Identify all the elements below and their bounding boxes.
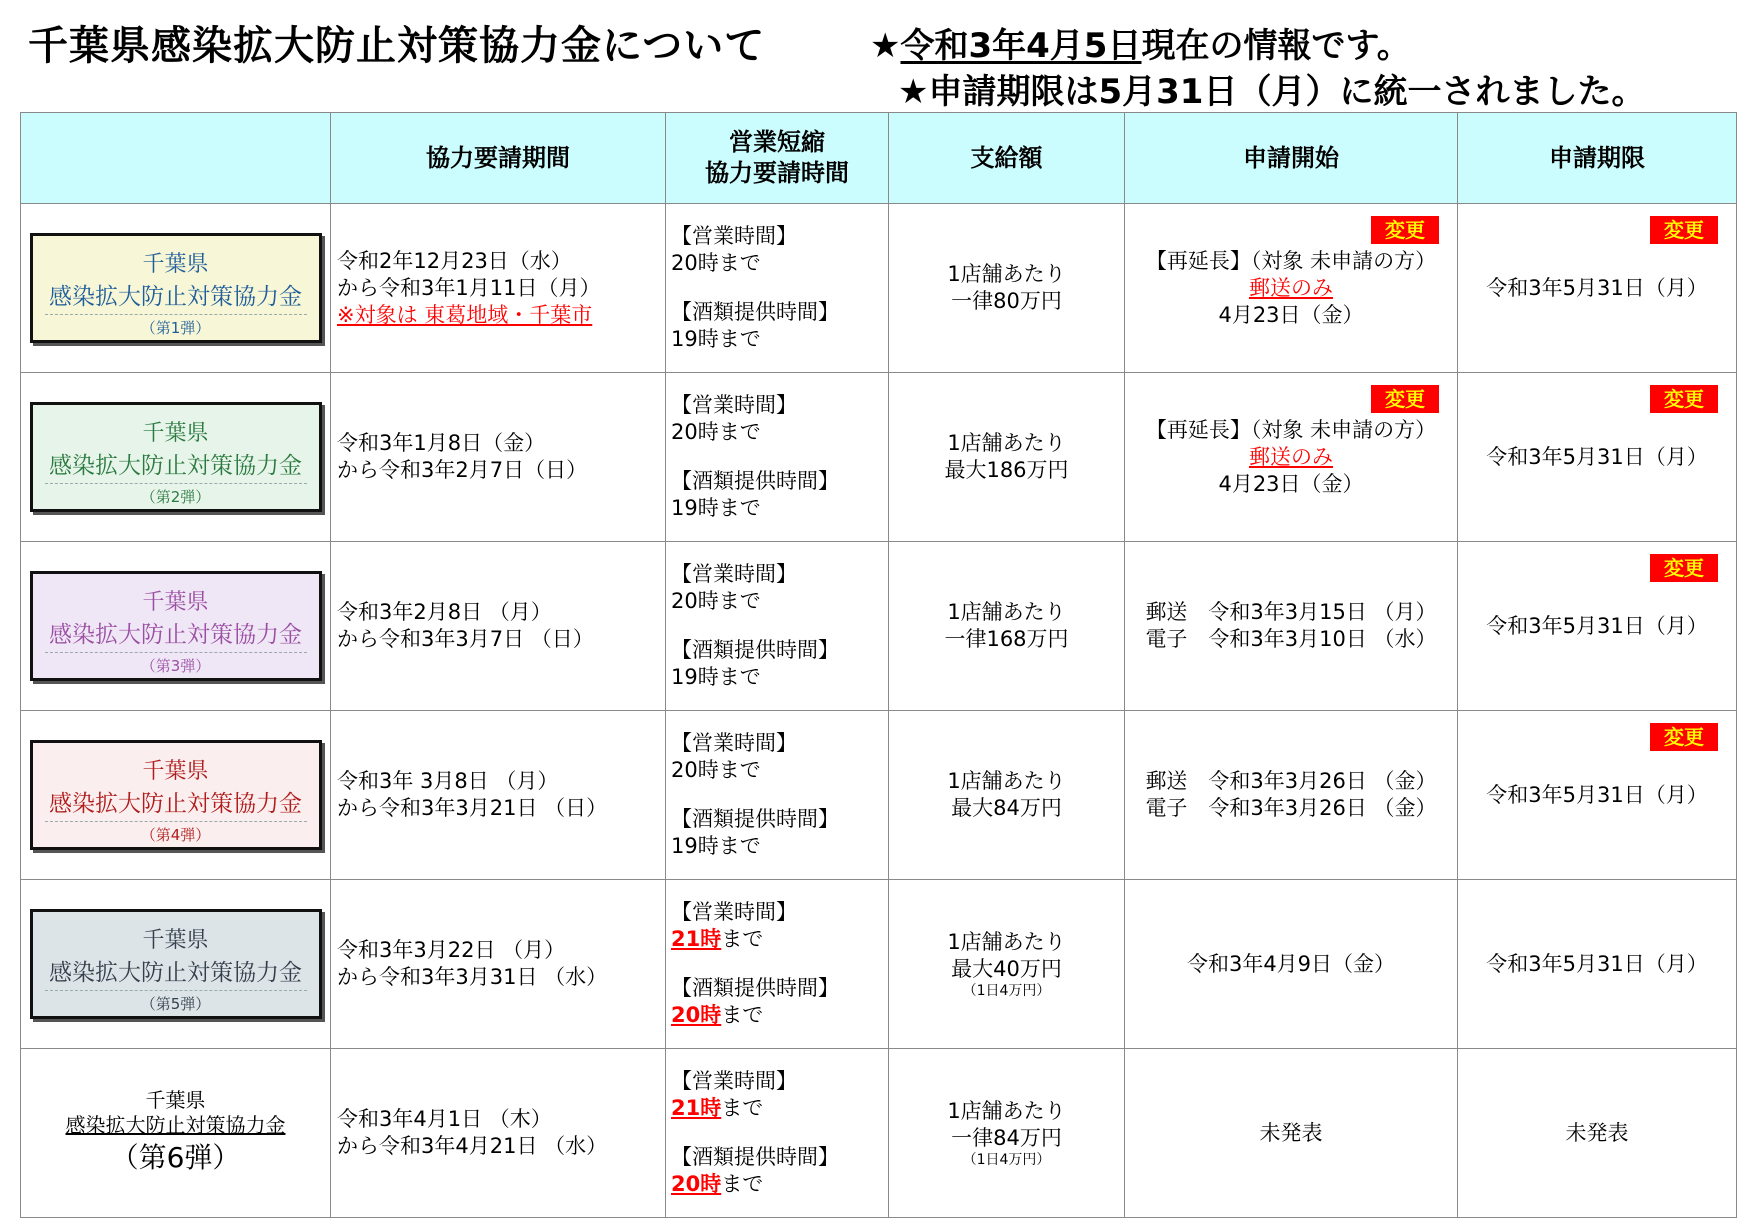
card-program: 感染拡大防止対策協力金 bbox=[45, 787, 307, 822]
table-row bbox=[21, 880, 1737, 1049]
period-from: 令和3年4月1日 （木） bbox=[337, 1107, 552, 1131]
period-to: から令和3年1月11日（月） bbox=[337, 275, 601, 300]
deadline-date: 令和3年5月31日（月） bbox=[1486, 782, 1708, 807]
program-name-cell bbox=[21, 880, 331, 1049]
alcohol-hours-label: 【酒類提供時間】 bbox=[671, 976, 839, 1000]
table-row bbox=[21, 1049, 1737, 1218]
hours-cell bbox=[666, 711, 889, 880]
program-card[interactable] bbox=[30, 740, 322, 850]
plain-round: （第6弾） bbox=[110, 1141, 241, 1174]
amount-l2: 一律80万円 bbox=[951, 289, 1062, 313]
header-hours-l2: 協力要請時間 bbox=[705, 159, 849, 187]
period-to: から令和3年3月21日 （日） bbox=[337, 796, 608, 820]
program-card[interactable] bbox=[30, 571, 322, 681]
page-title: 千葉県感染拡大防止対策協力金について bbox=[28, 23, 766, 69]
period-from: 令和2年12月23日（水） bbox=[337, 248, 572, 273]
deadline-cell bbox=[1458, 880, 1737, 1049]
start-date: 令和3年4月9日（金） bbox=[1186, 951, 1396, 976]
biz-hours-label: 【営業時間】 bbox=[671, 900, 797, 924]
alcohol-hours-label: 【酒類提供時間】 bbox=[671, 300, 839, 324]
biz-hours-value: 20時まで bbox=[671, 589, 761, 613]
biz-hours-value: 21時まで bbox=[671, 1096, 764, 1120]
program-name-cell bbox=[21, 204, 331, 373]
card-prefecture: 千葉県 bbox=[142, 928, 209, 953]
card-program: 感染拡大防止対策協力金 bbox=[45, 618, 307, 653]
changed-badge: 変更 bbox=[1650, 385, 1718, 413]
header-period: 協力要請期間 bbox=[331, 113, 666, 204]
period-cell bbox=[331, 373, 666, 542]
changed-badge: 変更 bbox=[1650, 216, 1718, 244]
biz-hours-label: 【営業時間】 bbox=[671, 562, 797, 586]
program-name-cell bbox=[21, 542, 331, 711]
amount-l2: 最大40万円 bbox=[951, 957, 1062, 981]
start-electronic: 電子 令和3年3月10日 （水） bbox=[1145, 627, 1437, 651]
card-program: 感染拡大防止対策協力金 bbox=[45, 956, 307, 991]
start-date: 4月23日（金） bbox=[1218, 302, 1364, 327]
table-row bbox=[21, 204, 1737, 373]
card-program: 感染拡大防止対策協力金 bbox=[45, 449, 307, 484]
deadline-date: 令和3年5月31日（月） bbox=[1486, 951, 1708, 976]
amount-l2: 最大186万円 bbox=[944, 458, 1069, 482]
amount-l1: 1店舗あたり bbox=[947, 600, 1066, 624]
period-from: 令和3年 3月8日 （月） bbox=[337, 769, 559, 793]
star-mark: ★ bbox=[870, 26, 901, 66]
card-prefecture: 千葉県 bbox=[142, 590, 209, 615]
amount-cell bbox=[889, 542, 1125, 711]
alcohol-hours-label: 【酒類提供時間】 bbox=[671, 807, 839, 831]
header-blank bbox=[21, 113, 331, 204]
card-round: （第1弾） bbox=[140, 319, 211, 337]
start-mail-only: 郵送のみ bbox=[1249, 444, 1333, 469]
amount-daily-note: （1日4万円） bbox=[962, 983, 1051, 999]
amount-cell bbox=[889, 373, 1125, 542]
changed-badge: 変更 bbox=[1371, 385, 1439, 413]
biz-hours-label: 【営業時間】 bbox=[671, 1069, 797, 1093]
card-round: （第3弾） bbox=[140, 657, 211, 675]
card-round: （第4弾） bbox=[140, 826, 211, 844]
deadline-cell bbox=[1458, 373, 1737, 542]
biz-hours-value: 20時まで bbox=[671, 251, 761, 275]
amount-cell bbox=[889, 880, 1125, 1049]
start-cell bbox=[1125, 711, 1458, 880]
start-cell bbox=[1125, 204, 1458, 373]
amount-daily-note: （1日4万円） bbox=[962, 1152, 1051, 1168]
amount-cell bbox=[889, 204, 1125, 373]
period-to: から令和3年3月31日 （水） bbox=[337, 965, 608, 989]
amount-l2: 一律168万円 bbox=[944, 627, 1069, 651]
deadline-cell bbox=[1458, 204, 1737, 373]
biz-hours-label: 【営業時間】 bbox=[671, 393, 797, 417]
amount-l1: 1店舗あたり bbox=[947, 262, 1066, 286]
start-mail-only: 郵送のみ bbox=[1249, 275, 1333, 300]
hours-cell bbox=[666, 373, 889, 542]
header-deadline: 申請期限 bbox=[1458, 113, 1737, 204]
period-cell bbox=[331, 542, 666, 711]
start-cell bbox=[1125, 1049, 1458, 1218]
start-mail: 郵送 令和3年3月26日 （金） bbox=[1145, 769, 1437, 793]
program-name-cell bbox=[21, 711, 331, 880]
alcohol-hours-label: 【酒類提供時間】 bbox=[671, 1145, 839, 1169]
biz-hours-label: 【営業時間】 bbox=[671, 224, 797, 248]
info-date-suffix: 現在の情報です。 bbox=[1141, 26, 1411, 66]
changed-badge: 変更 bbox=[1371, 216, 1439, 244]
period-cell bbox=[331, 204, 666, 373]
amount-l2: 一律84万円 bbox=[951, 1126, 1062, 1150]
start-cell bbox=[1125, 373, 1458, 542]
period-cell bbox=[331, 711, 666, 880]
biz-hours-value: 21時まで bbox=[671, 927, 764, 951]
card-program: 感染拡大防止対策協力金 bbox=[45, 280, 307, 315]
period-from: 令和3年1月8日（金） bbox=[337, 431, 546, 455]
table-row bbox=[21, 373, 1737, 542]
amount-cell bbox=[889, 711, 1125, 880]
deadline-unified-note: ★申請期限は5月31日（月）に統一されました。 bbox=[898, 72, 1646, 112]
table-row bbox=[21, 711, 1737, 880]
hours-cell bbox=[666, 542, 889, 711]
period-cell bbox=[331, 880, 666, 1049]
card-prefecture: 千葉県 bbox=[142, 759, 209, 784]
period-cell bbox=[331, 1049, 666, 1218]
amount-l2: 最大84万円 bbox=[951, 796, 1062, 820]
period-from: 令和3年2月8日 （月） bbox=[337, 600, 552, 624]
start-l1: 【再延長】（対象 未申請の方） bbox=[1145, 417, 1437, 442]
hours-cell bbox=[666, 204, 889, 373]
period-from: 令和3年3月22日 （月） bbox=[337, 938, 566, 962]
amount-l1: 1店舗あたり bbox=[947, 930, 1066, 954]
biz-hours-value: 20時まで bbox=[671, 758, 761, 782]
card-round: （第5弾） bbox=[140, 995, 211, 1013]
deadline-date: 令和3年5月31日（月） bbox=[1486, 613, 1708, 638]
card-prefecture: 千葉県 bbox=[142, 421, 209, 446]
amount-cell bbox=[889, 1049, 1125, 1218]
deadline-cell bbox=[1458, 1049, 1737, 1218]
alcohol-hours-value: 20時まで bbox=[671, 1003, 764, 1027]
alcohol-hours-value: 19時まで bbox=[671, 834, 761, 858]
hours-cell bbox=[666, 1049, 889, 1218]
alcohol-hours-label: 【酒類提供時間】 bbox=[671, 638, 839, 662]
alcohol-hours-value: 19時まで bbox=[671, 496, 761, 520]
biz-hours-value: 20時まで bbox=[671, 420, 761, 444]
header-hours bbox=[666, 113, 889, 204]
program-card[interactable] bbox=[30, 402, 322, 512]
card-prefecture: 千葉県 bbox=[142, 252, 209, 277]
biz-hours-label: 【営業時間】 bbox=[671, 731, 797, 755]
header-start: 申請開始 bbox=[1125, 113, 1458, 204]
deadline-date: 令和3年5月31日（月） bbox=[1486, 275, 1708, 300]
header-amount: 支給額 bbox=[889, 113, 1125, 204]
header-hours-l1: 営業短縮 bbox=[729, 128, 825, 156]
info-date-note bbox=[870, 18, 1411, 67]
alcohol-hours-value: 20時まで bbox=[671, 1172, 764, 1196]
deadline-cell bbox=[1458, 542, 1737, 711]
program-card[interactable] bbox=[30, 233, 322, 343]
start-electronic: 電子 令和3年3月26日 （金） bbox=[1145, 796, 1437, 820]
plain-prefecture: 千葉県 bbox=[145, 1088, 206, 1112]
program-name-cell bbox=[21, 373, 331, 542]
changed-badge: 変更 bbox=[1650, 554, 1718, 582]
header-row bbox=[21, 113, 1737, 204]
info-date: 令和3年4月5日 bbox=[900, 26, 1142, 66]
period-to: から令和3年3月7日 （日） bbox=[337, 627, 594, 651]
start-date: 未発表 bbox=[1259, 1120, 1323, 1145]
deadline-date: 令和3年5月31日（月） bbox=[1486, 444, 1708, 469]
plain-program: 感染拡大防止対策協力金 bbox=[65, 1113, 286, 1137]
changed-badge: 変更 bbox=[1650, 723, 1718, 751]
alcohol-hours-label: 【酒類提供時間】 bbox=[671, 469, 839, 493]
amount-l1: 1店舗あたり bbox=[947, 1099, 1066, 1123]
deadline-cell bbox=[1458, 711, 1737, 880]
period-target-note: ※対象は 東葛地域・千葉市 bbox=[337, 302, 593, 327]
start-l1: 【再延長】（対象 未申請の方） bbox=[1145, 248, 1437, 273]
hours-cell bbox=[666, 880, 889, 1049]
start-cell bbox=[1125, 542, 1458, 711]
period-to: から令和3年4月21日 （水） bbox=[337, 1134, 608, 1158]
program-card[interactable] bbox=[30, 909, 322, 1019]
start-cell bbox=[1125, 880, 1458, 1049]
program-name-cell bbox=[21, 1049, 331, 1218]
start-mail: 郵送 令和3年3月15日 （月） bbox=[1145, 600, 1437, 624]
card-round: （第2弾） bbox=[140, 488, 211, 506]
period-to: から令和3年2月7日（日） bbox=[337, 458, 588, 482]
amount-l1: 1店舗あたり bbox=[947, 769, 1066, 793]
subsidy-table bbox=[20, 112, 1737, 1218]
amount-l1: 1店舗あたり bbox=[947, 431, 1066, 455]
table-row bbox=[21, 542, 1737, 711]
alcohol-hours-value: 19時まで bbox=[671, 665, 761, 689]
alcohol-hours-value: 19時まで bbox=[671, 327, 761, 351]
deadline-date: 未発表 bbox=[1565, 1120, 1629, 1145]
start-date: 4月23日（金） bbox=[1218, 471, 1364, 496]
